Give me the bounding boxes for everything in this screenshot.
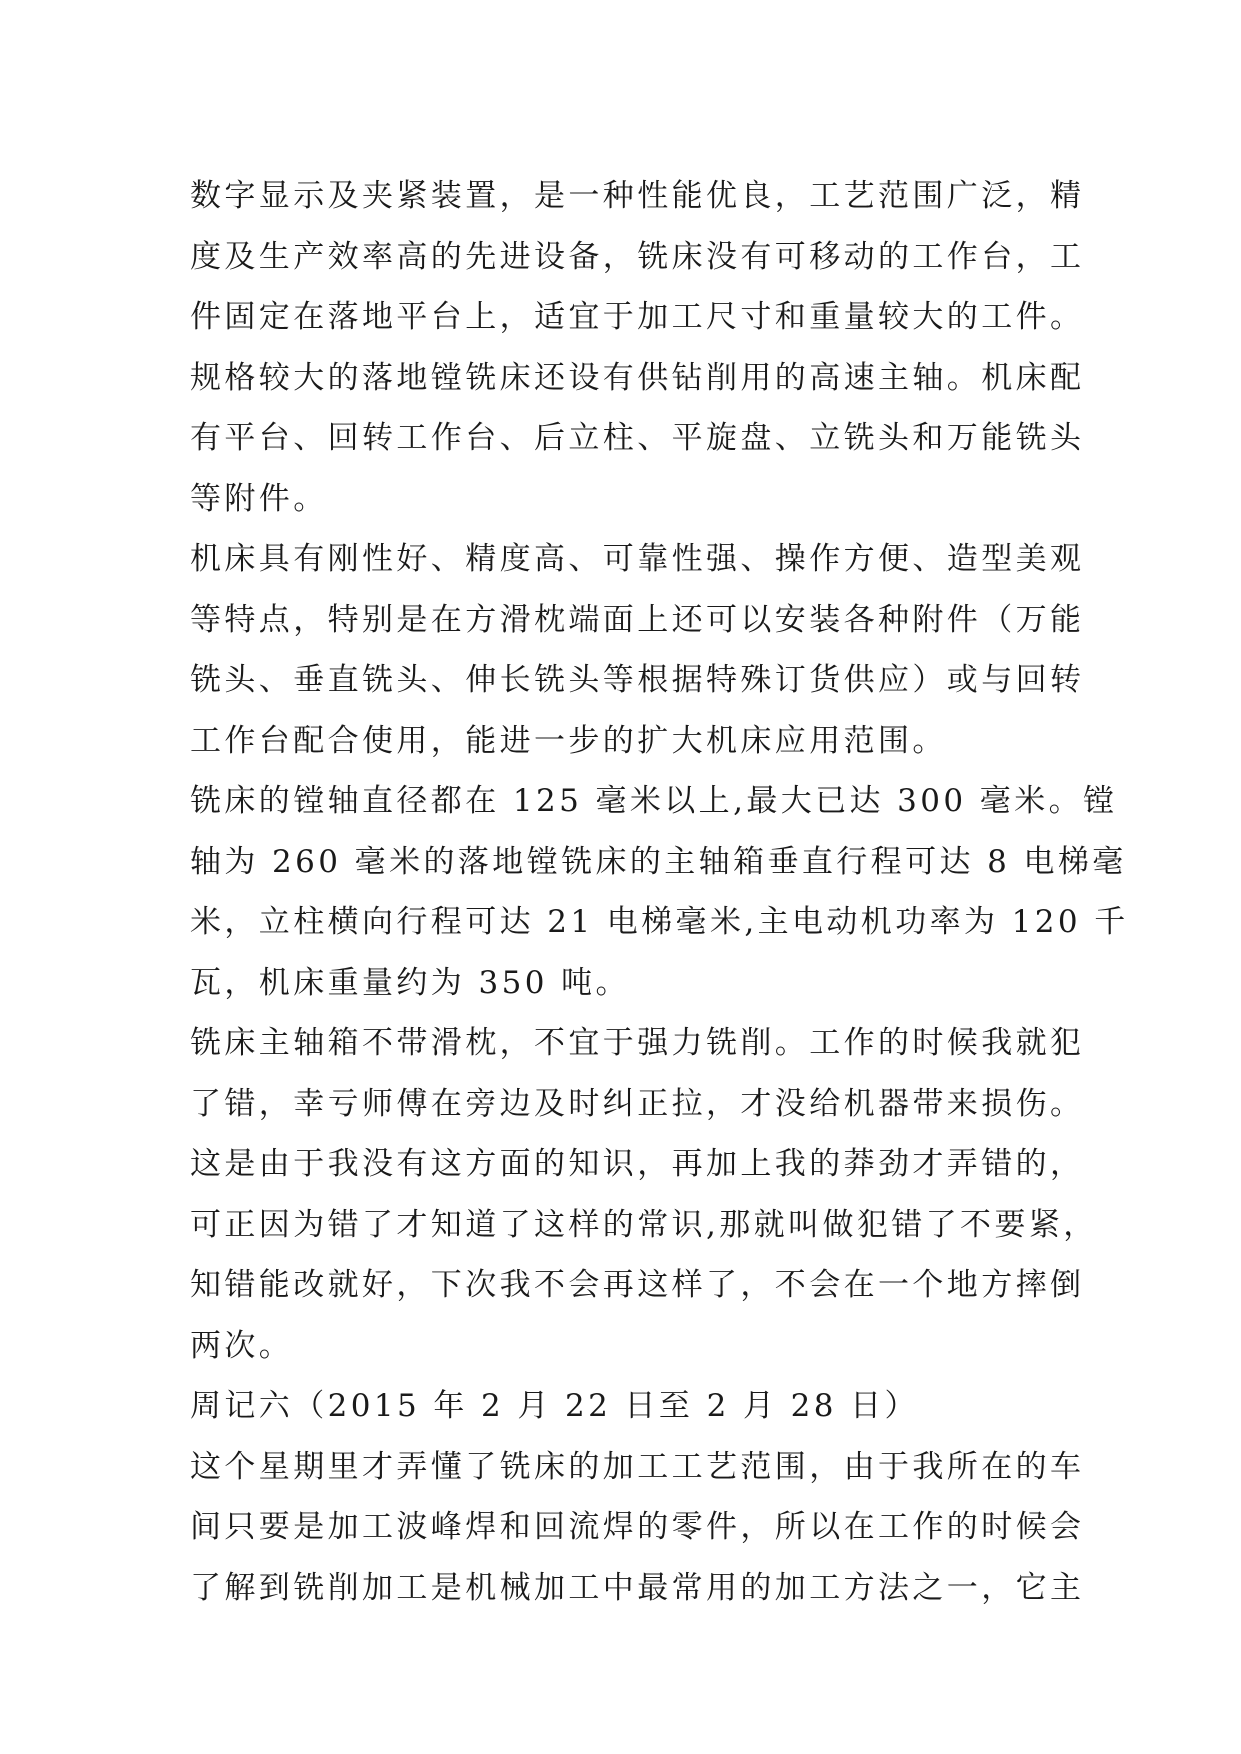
text-line: 铣床的镗轴直径都在 125 毫米以上,最大已达 300 毫米。镗 — [190, 783, 1118, 819]
text-line: 等特点，特别是在方滑枕端面上还可以安装各种附件（万能 — [190, 601, 1085, 638]
text-line: 了错，幸亏师傅在旁边及时纠正拉，才没给机器带来损伤。 — [190, 1085, 1085, 1122]
text-line: 可正因为错了才知道了这样的常识,那就叫做犯错了不要紧， — [190, 1206, 1098, 1243]
text-line: 件固定在落地平台上，适宜于加工尺寸和重量较大的工件。 — [190, 299, 1085, 335]
text-line: 这是由于我没有这方面的知识，再加上我的莽劲才弄错的， — [190, 1146, 1085, 1182]
text-line: 工作台配合使用，能进一步的扩大机床应用范围。 — [190, 722, 947, 759]
text-line: 了解到铣削加工是机械加工中最常用的加工方法之一，它主 — [190, 1569, 1085, 1606]
text-line: 两次。 — [190, 1327, 294, 1364]
document-body — [190, 166, 1129, 1618]
text-line: 铣头、垂直铣头、伸长铣头等根据特殊订货供应）或与回转 — [190, 662, 1085, 698]
text-line: 规格较大的落地镗铣床还设有供钻削用的高速主轴。机床配 — [190, 359, 1085, 396]
text-line: 这个星期里才弄懂了铣床的加工工艺范围，由于我所在的车 — [190, 1448, 1085, 1485]
text-line: 知错能改就好，下次我不会再这样了，不会在一个地方摔倒 — [190, 1267, 1085, 1303]
text-line: 等附件。 — [190, 480, 328, 517]
text-line: 瓦，机床重量约为 350 吨。 — [190, 964, 630, 1001]
text-line: 轴为 260 毫米的落地镗铣床的主轴箱垂直行程可达 8 电梯毫 — [190, 843, 1127, 880]
text-line: 度及生产效率高的先进设备，铣床没有可移动的工作台，工 — [190, 238, 1085, 275]
text-line: 米，立柱横向行程可达 21 电梯毫米,主电动机功率为 120 千 — [190, 904, 1129, 940]
section-heading: 周记六（2015 年 2 月 22 日至 2 月 28 日） — [190, 1388, 919, 1424]
text-line: 数字显示及夹紧装置，是一种性能优良，工艺范围广泛，精 — [190, 178, 1085, 214]
text-line: 有平台、回转工作台、后立柱、平旋盘、立铣头和万能铣头 — [190, 420, 1085, 456]
text-line: 间只要是加工波峰焊和回流焊的零件，所以在工作的时候会 — [190, 1509, 1085, 1545]
text-line: 铣床主轴箱不带滑枕，不宜于强力铣削。工作的时候我就犯 — [190, 1025, 1085, 1061]
text-line: 机床具有刚性好、精度高、可靠性强、操作方便、造型美观 — [190, 541, 1085, 577]
